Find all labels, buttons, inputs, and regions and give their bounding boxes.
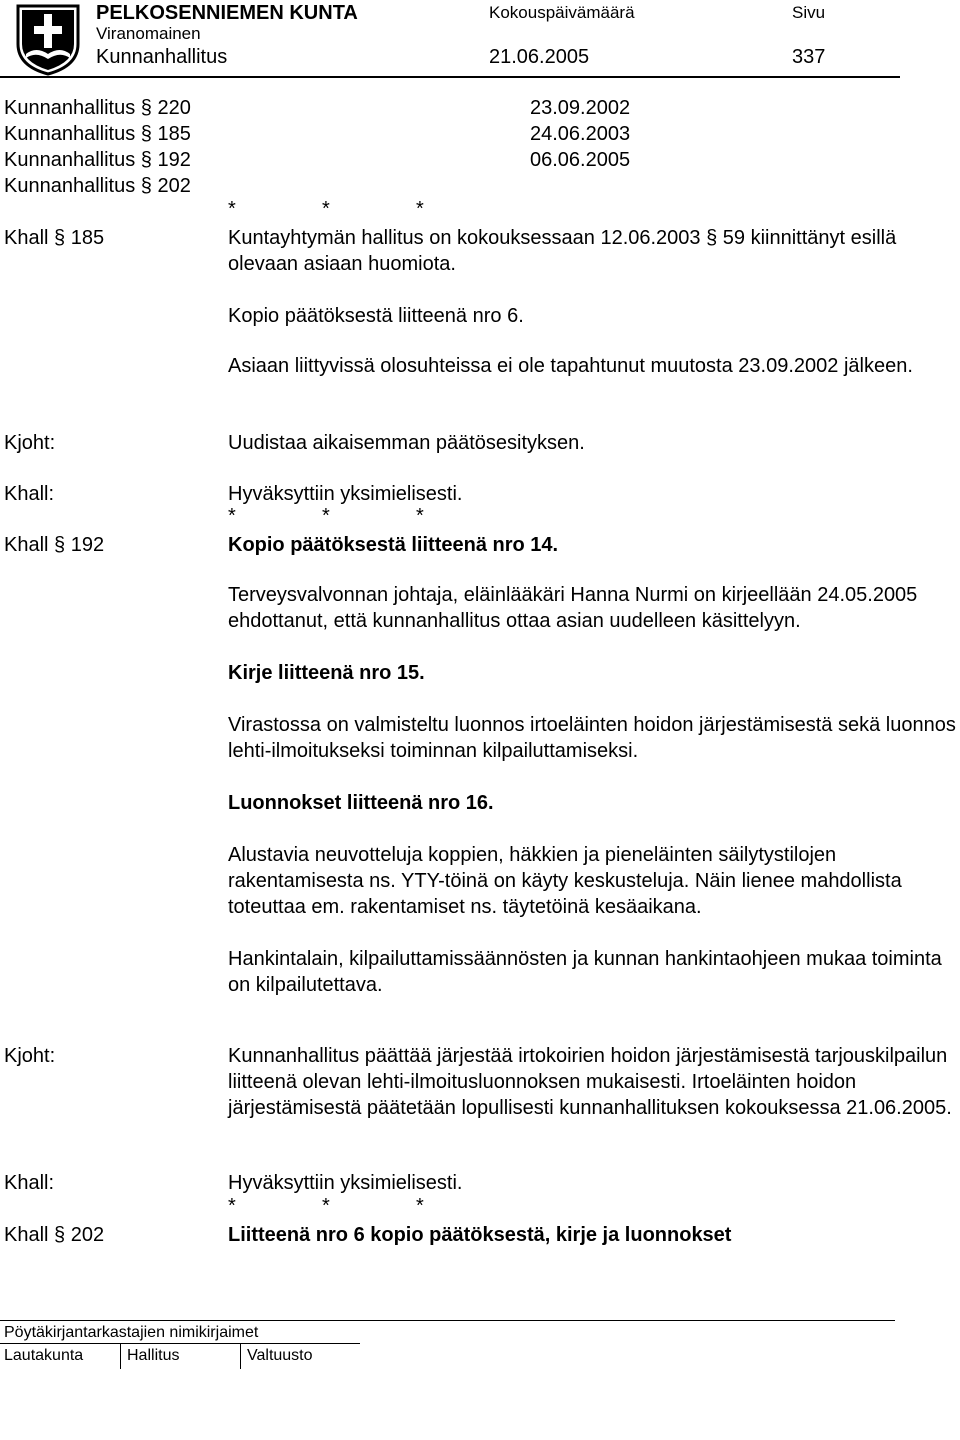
footer-col-divider (240, 1343, 241, 1369)
meeting-date: 21.06.2005 (489, 46, 590, 68)
history-date: 23.09.2002 (530, 97, 631, 119)
paragraph: Asiaan liittyvissä olosuhteissa ei ole tapahtunut muutosta 23.09.2002 jälkeen. (228, 355, 913, 377)
attachment-note: Kirje liitteenä nro 15. (228, 662, 425, 684)
khall185-body (228, 225, 958, 379)
authority: Kunnanhallitus (96, 46, 228, 68)
paragraph: Kuntayhtymän hallitus on kokouksessaan 12.06.2003 § 59 kiinnittänyt esillä olevaan asiaan huomiota. (228, 227, 897, 275)
footer-divider (0, 1320, 895, 1321)
attachment-note: Kopio päätöksestä liitteenä nro 14. (228, 534, 559, 556)
section-label-185: Khall § 185 (4, 227, 105, 249)
history-row: Kunnanhallitus § 192 (4, 149, 191, 171)
history-row: Kunnanhallitus § 185 (4, 123, 191, 145)
decision: Hyväksyttiin yksimielisesti. (228, 483, 463, 505)
kjoht-label: Kjoht: (4, 1045, 56, 1067)
history-row: Kunnanhallitus § 202 (4, 175, 191, 197)
history-date: 06.06.2005 (530, 149, 631, 171)
footer-title: Pöytäkirjantarkastajien nimikirjaimet (4, 1324, 259, 1341)
page-number: 337 (792, 46, 826, 68)
section-label-192: Khall § 192 (4, 534, 105, 556)
attachment-note: Luonnokset liitteenä nro 16. (228, 792, 494, 814)
paragraph: Hankintalain, kilpailuttamissäännösten ja kunnan hankintaohjeen mukaa toiminta on kilpailutettava. (228, 948, 942, 996)
separator-asterisks: * * * (228, 198, 424, 220)
footer-col-valtuusto: Valtuusto (247, 1347, 313, 1364)
footer-col-hallitus: Hallitus (127, 1347, 180, 1364)
org-name: PELKOSENNIEMEN KUNTA (96, 2, 358, 24)
attachment-note: Liitteenä nro 6 kopio päätöksestä, kirje ja luonnokset (228, 1224, 732, 1246)
kjoht-label: Kjoht: (4, 432, 56, 454)
proposal: Kunnanhallitus päättää järjestää irtokoirien hoidon järjestämisestä tarjouskilpailun liitteenä olevan lehti-ilmoitusluonnoksen mukaisesti. Irtoeläinten hoidon järjestämisestä päätetään lopullisesti kunnanhallituksen kokouksessa 21.06.2005. (228, 1045, 952, 1119)
khall-label: Khall: (4, 1172, 55, 1194)
khall192-body (228, 532, 958, 998)
footer-col-divider (120, 1343, 121, 1369)
section-label-202: Khall § 202 (4, 1224, 105, 1246)
proposal: Uudistaa aikaisemman päätösesityksen. (228, 432, 585, 454)
page-label: Sivu (792, 3, 826, 22)
municipal-crest-icon (16, 4, 80, 76)
date-label: Kokouspäivämäärä (489, 3, 635, 22)
separator-asterisks: * * * (228, 1195, 424, 1217)
footer-col-lautakunta: Lautakunta (4, 1347, 84, 1364)
authority-label: Viranomainen (96, 24, 201, 43)
attachment-note: Kopio päätöksestä liitteenä nro 6. (228, 305, 524, 327)
paragraph: Virastossa on valmisteltu luonnos irtoeläinten hoidon järjestämisestä sekä luonnos lehti-ilmoitukseksi toiminnan kilpailuttamiseksi. (228, 714, 956, 762)
paragraph: Terveysvalvonnan johtaja, eläinlääkäri Hanna Nurmi on kirjeellään 24.05.2005 ehdottanut, että kunnanhallitus ottaa asian uudelleen käsittelyyn. (228, 584, 918, 632)
separator-asterisks: * * * (228, 505, 424, 527)
decision: Hyväksyttiin yksimielisesti. (228, 1172, 463, 1194)
history-row: Kunnanhallitus § 220 (4, 97, 191, 119)
khall-label: Khall: (4, 483, 55, 505)
history-date: 24.06.2003 (530, 123, 631, 145)
footer-divider (0, 1343, 360, 1344)
paragraph: Alustavia neuvotteluja koppien, häkkien ja pieneläinten säilytystilojen rakentamisesta ns. YTY-töinä on käyty keskusteluja. Näin lienee mahdollista toteuttaa em. rakentamiset ns. täytetöinä kesäaikana. (228, 844, 902, 918)
header-divider (0, 76, 900, 78)
